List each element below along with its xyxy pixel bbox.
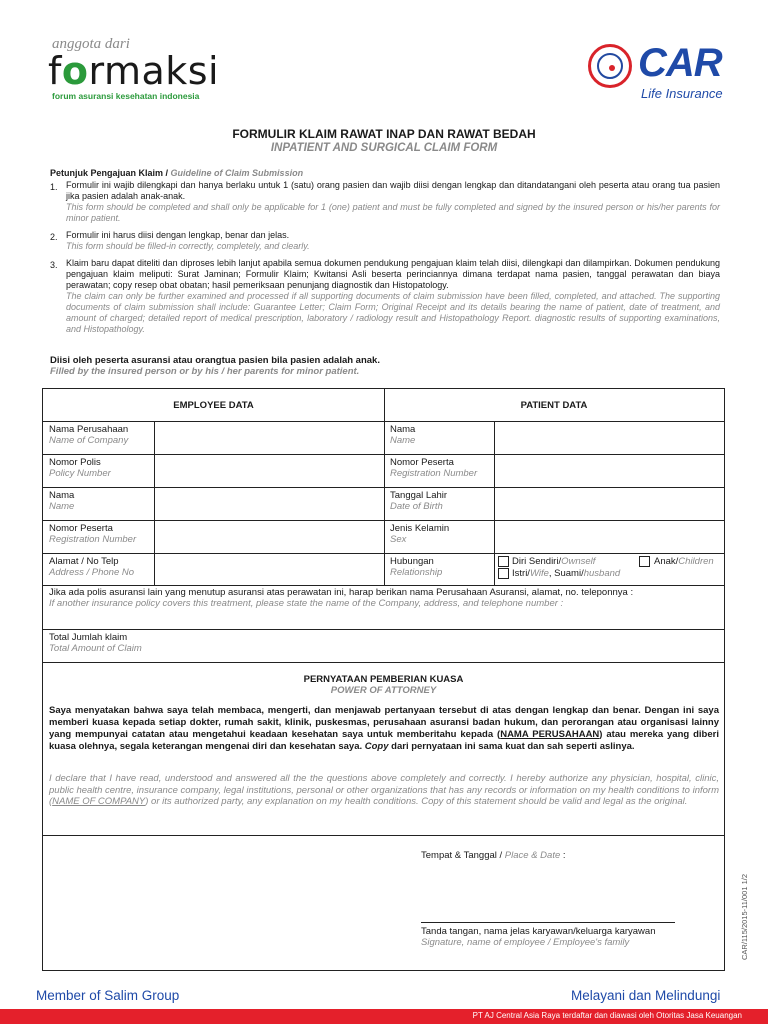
address-phone-field[interactable] xyxy=(158,560,380,580)
poa-title xyxy=(43,674,724,696)
company-name-label xyxy=(49,424,128,446)
instruction-text-en: The claim can only be further examined and processed if all supporting documents of claim submission have been filled, completed, and attached. The supporting documents of claim submission shall include: Guarantee Letter; Claim Form; Original Receipt and its details bearing the name of patient, date of treatment, and amount of charged; detailed report of medical prescription, laboratory / radiology result and Histopathology Report. diagnostic results of supporting examinations, and Histopathology. xyxy=(66,291,720,334)
relationship-self-label xyxy=(512,556,595,567)
label-en: Registration Number xyxy=(49,534,137,545)
relationship-child-label xyxy=(654,556,714,567)
option-en: Wife xyxy=(529,568,549,579)
row-divider xyxy=(43,835,724,836)
instruction-text-id: Klaim baru dapat diteliti dan diproses lebih lanjut apabila semua dokumen pendukung pengajuan klaim telah diisi, dilengkapi dan dilampirkan. Dokumen pendukung pengajuan klaim meliputi: Surat Jaminan; Formulir Klaim; Kwitansi Asli beserta perinciannya dimana terdapat nama pasien, tanggal perawatan dan biaya perawatan; copy resep obat obatan; hasil pemeriksaan penunjang diagnostik dan Histopatology. xyxy=(66,258,720,290)
label-en: Registration Number xyxy=(390,468,478,479)
form-code: CAR/115/2015-11/001 1/2 xyxy=(740,873,749,960)
patient-name-label xyxy=(390,424,415,446)
instruction-number: 1. xyxy=(50,182,58,192)
sex-label xyxy=(390,523,449,545)
instruction-text-id: Formulir ini wajib dilengkapi dan hanya berlaku untuk 1 (satu) orang pasien dan wajib diisi dengan lengkap dan ditandatangani oleh peserta atau orang tua pasien jika pasien adalah anak-anak. xyxy=(66,180,720,201)
instruction-item xyxy=(50,180,720,224)
poa-text: Saya menyatakan bahwa saya telah membaca, mengerti, dan menjawab pertanyaan tersebut di atas dengan lengkap dan benar. Dengan ini saya memberi kuasa kepada setiap dokter, rumah sakit, klinik, puskesmas, perusahaan asuransi badan hukum, dan perorangan atau organisasi lainny yang mempunyai catatan atau mengetahui keadaan kesehatan saya untuk memberitahu kepada ( xyxy=(49,705,719,740)
policy-number-label xyxy=(49,457,111,479)
column-divider xyxy=(154,421,155,585)
label-id: Nama Perusahaan xyxy=(49,424,129,435)
option-id: Diri Sendiri/ xyxy=(512,556,562,567)
employee-registration-label xyxy=(49,523,136,545)
form-title-id: FORMULIR KLAIM RAWAT INAP DAN RAWAT BEDAH xyxy=(232,127,536,141)
label-en: Relationship xyxy=(390,567,443,578)
label-id: Alamat / No Telp xyxy=(49,556,119,567)
instruction-number: 3. xyxy=(50,260,58,270)
instruction-text-id: Formulir ini harus diisi dengan lengkap, benar dan jelas. xyxy=(66,230,290,240)
poa-text: ) atau mereka yang diberi kuasa olehnya, segala keterangan mengenai diri dan kesehatan saya. xyxy=(49,729,719,752)
footer-bar xyxy=(0,1009,768,1024)
footer-regulator-note: PT AJ Central Asia Raya terdaftar dan diawasi oleh Otoritas Jasa Keuangan xyxy=(472,1011,742,1020)
label-en: Policy Number xyxy=(49,468,111,479)
total-claim-label xyxy=(49,632,719,654)
formaksi-tagline: forum asuransi kesehatan indonesia xyxy=(52,91,200,101)
option-id: , Suami/ xyxy=(548,568,584,579)
sex-field[interactable] xyxy=(498,528,720,548)
poa-company-placeholder: NAMA PERUSAHAAN xyxy=(500,729,600,740)
label-en: Address / Phone No xyxy=(49,567,135,578)
label-id: Tanggal Lahir xyxy=(390,490,448,501)
poa-title-en: POWER OF ATTORNEY xyxy=(330,685,437,696)
label-en: Name xyxy=(390,435,416,446)
company-name-field[interactable] xyxy=(158,429,380,449)
option-id: Istri/ xyxy=(512,568,530,579)
option-en: Ownself xyxy=(561,556,596,567)
place-date-label xyxy=(421,850,566,861)
poa-title-id: PERNYATAAN PEMBERIAN KUASA xyxy=(303,674,464,685)
signature-label xyxy=(421,926,655,948)
patient-registration-field[interactable] xyxy=(498,462,720,482)
row-divider xyxy=(43,662,724,663)
footer-group-label: Member of Salim Group xyxy=(36,988,180,1003)
signature-label-id: Tanda tangan, nama jelas karyawan/keluarga karyawan xyxy=(421,926,656,937)
policy-number-field[interactable] xyxy=(158,462,380,482)
signature-line[interactable] xyxy=(421,922,675,923)
place-date-id: Tempat & Tanggal / xyxy=(421,850,503,861)
signature-label-en: Signature, name of employee / Employee's family xyxy=(421,937,630,948)
relationship-spouse-checkbox[interactable] xyxy=(498,568,509,579)
poa-statement-en xyxy=(49,773,719,808)
instructions xyxy=(50,168,720,335)
note-id: Jika ada polis asuransi lain yang menutup asuransi atas perawatan ini, harap berikan nama Perusahaan Asuransi, alamat, no. teleponnya : xyxy=(49,587,634,598)
instruction-number: 2. xyxy=(50,232,58,242)
poa-text: Copy xyxy=(364,741,389,752)
poa-text: dari pernyataan ini sama kuat dan sah seperti aslinya. xyxy=(388,741,635,752)
column-divider xyxy=(384,389,385,585)
note-id: Total Jumlah klaim xyxy=(49,632,128,643)
other-insurance-note xyxy=(49,587,719,609)
label-id: Nama xyxy=(390,424,416,435)
formaksi-letters-rest: rmaksi xyxy=(88,49,220,93)
relationship-label xyxy=(390,556,442,578)
instruction-text-en: This form should be completed and shall only be applicable for 1 (one) patient and must be fully completed and signed by the insured person or his/her parents for minor patient. xyxy=(66,202,720,223)
option-en: Children xyxy=(678,556,714,567)
row-divider xyxy=(43,585,724,586)
address-phone-label xyxy=(49,556,134,578)
label-id: Hubungan xyxy=(390,556,434,567)
label-en: Name of Company xyxy=(49,435,129,446)
filled-by-note xyxy=(50,355,380,377)
instructions-heading xyxy=(50,168,720,179)
patient-name-field[interactable] xyxy=(498,429,720,449)
instruction-item xyxy=(50,258,720,335)
formaksi-logo xyxy=(48,36,219,101)
car-wordmark: CAR xyxy=(638,41,722,85)
label-id: Nomor Peserta xyxy=(390,457,454,468)
place-date-en: Place & Date xyxy=(504,850,561,861)
poa-text: I declare that I have read, understood and answered all the the questions above completely and correctly. I hereby authorize any physician, hospital, clinic, public health centre, insurance company, legal institutions, personal or other organizations that has any records or information on my health conditions to inform ( xyxy=(49,773,719,807)
car-tagline: Life Insurance xyxy=(641,86,723,101)
note-en: Total Amount of Claim xyxy=(49,643,142,654)
formaksi-cross-o: o xyxy=(61,49,89,93)
poa-statement-id xyxy=(49,705,719,753)
employee-name-label xyxy=(49,490,74,512)
relationship-self-checkbox[interactable] xyxy=(498,556,509,567)
patient-data-header: PATIENT DATA xyxy=(520,400,588,411)
option-id: Anak/ xyxy=(654,556,679,567)
employee-registration-field[interactable] xyxy=(158,528,380,548)
page-header xyxy=(0,0,768,120)
date-of-birth-label xyxy=(390,490,447,512)
column-divider xyxy=(494,421,495,585)
formaksi-letter-f: f xyxy=(48,49,62,93)
claim-form-table xyxy=(42,388,725,971)
patient-registration-label xyxy=(390,457,477,479)
instructions-heading-id: Petunjuk Pengajuan Klaim / xyxy=(50,168,169,178)
label-id: Nomor Peserta xyxy=(49,523,113,534)
poa-text: ) or its authorized party, any explanation on my health conditions. Copy of this statement should be valid and legal as the original. xyxy=(145,796,688,807)
note-en: If another insurance policy covers this treatment, please state the name of the Company, address, and telephone number : xyxy=(49,598,564,609)
member-of-label: anggota dari xyxy=(52,36,130,52)
form-title xyxy=(0,127,768,154)
poa-company-placeholder: NAME OF COMPANY xyxy=(52,796,146,807)
formaksi-wordmark xyxy=(48,49,220,93)
footer-tagline: Melayani dan Melindungi xyxy=(571,988,721,1003)
option-en: husband xyxy=(583,568,621,579)
label-id: Nama xyxy=(49,490,75,501)
label-id: Jenis Kelamin xyxy=(390,523,450,534)
filled-by-note-en: Filled by the insured person or by his / her parents for minor patient. xyxy=(50,366,360,377)
instructions-heading-en: Guideline of Claim Submission xyxy=(170,168,304,178)
car-logo xyxy=(588,42,738,102)
place-date-colon: : xyxy=(560,850,566,861)
relationship-child-checkbox[interactable] xyxy=(639,556,650,567)
car-seal-ring xyxy=(597,53,623,79)
label-id: Nomor Polis xyxy=(49,457,101,468)
employee-name-field[interactable] xyxy=(158,495,380,515)
instruction-item xyxy=(50,230,720,252)
form-title-en: INPATIENT AND SURGICAL CLAIM FORM xyxy=(270,142,498,154)
employee-data-header: EMPLOYEE DATA xyxy=(173,400,254,411)
row-divider xyxy=(43,629,724,630)
date-of-birth-field[interactable] xyxy=(498,495,720,515)
car-seal-center xyxy=(609,65,615,71)
car-seal-icon xyxy=(588,44,632,88)
relationship-spouse-label xyxy=(512,568,620,579)
instruction-text-en: This form should be filled-in correctly, completely, and clearly. xyxy=(66,241,310,251)
label-en: Name xyxy=(49,501,75,512)
label-en: Date of Birth xyxy=(390,501,443,512)
label-en: Sex xyxy=(390,534,407,545)
filled-by-note-id: Diisi oleh peserta asuransi atau orangtua pasien bila pasien adalah anak. xyxy=(50,355,380,366)
